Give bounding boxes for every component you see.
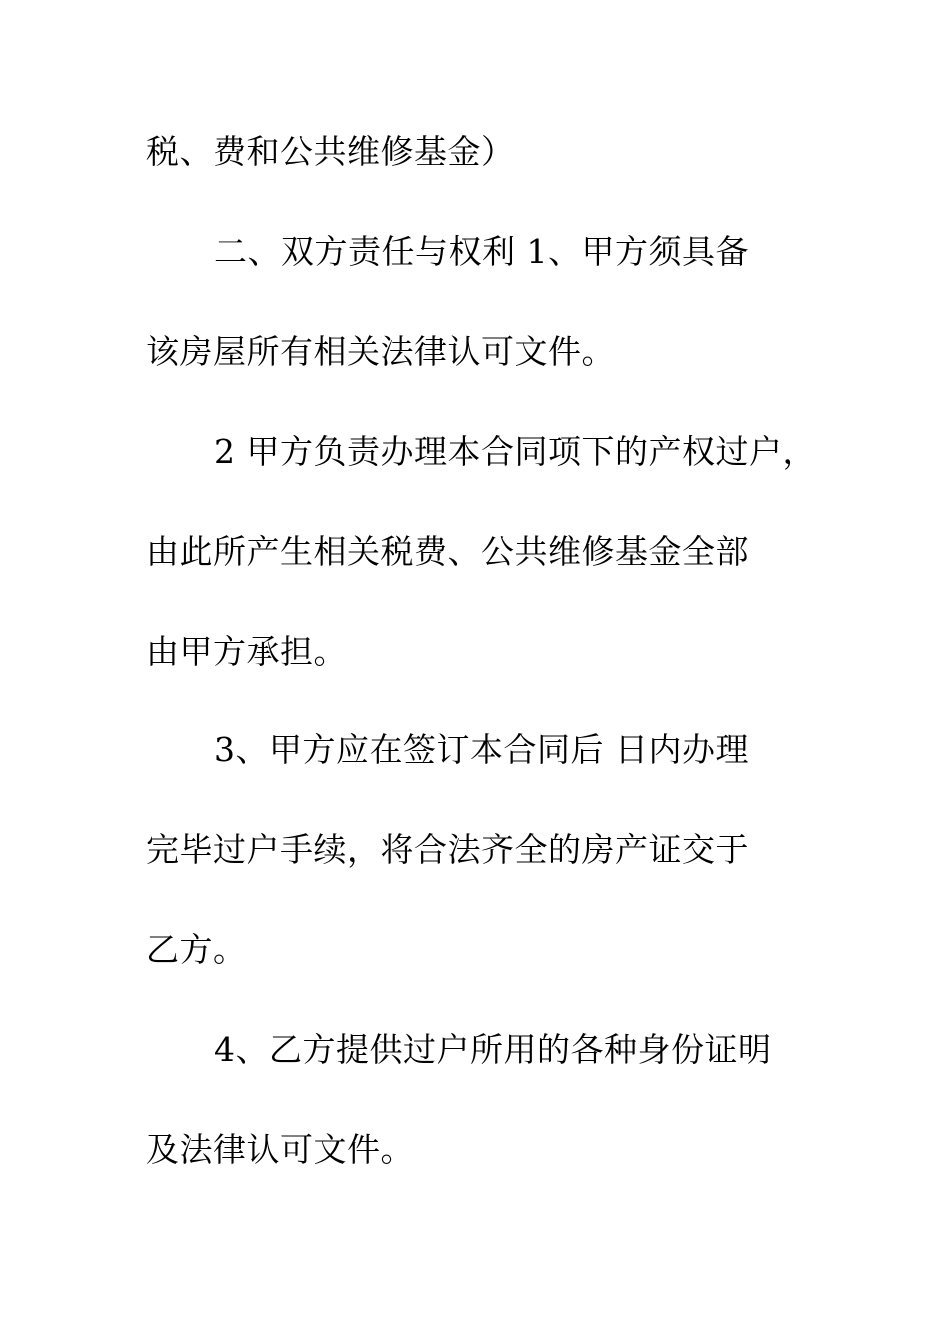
section-heading-rights: 二、双方责任与权利 1、甲方须具备 <box>214 232 749 271</box>
clause-3-line-1: 3、甲方应在签订本合同后 日内办理 <box>214 730 749 769</box>
clause-4-line-2: 及法律认可文件。 <box>146 1130 414 1169</box>
clause-4-line-1: 4、乙方提供过户所用的各种身份证明 <box>214 1030 772 1069</box>
clause-2-line-1: 2 甲方负责办理本合同项下的产权过户， <box>214 432 816 471</box>
clause-3-line-2: 完毕过户手续，将合法齐全的房产证交于 <box>146 830 749 869</box>
clause-2-line-3: 由甲方承担。 <box>146 632 347 671</box>
text-line-1: 税、费和公共维修基金） <box>146 132 515 171</box>
clause-3-line-3: 乙方。 <box>146 930 247 969</box>
clause-2-line-2: 由此所产生相关税费、公共维修基金全部 <box>146 532 749 571</box>
text-line-3: 该房屋所有相关法律认可文件。 <box>146 332 615 371</box>
